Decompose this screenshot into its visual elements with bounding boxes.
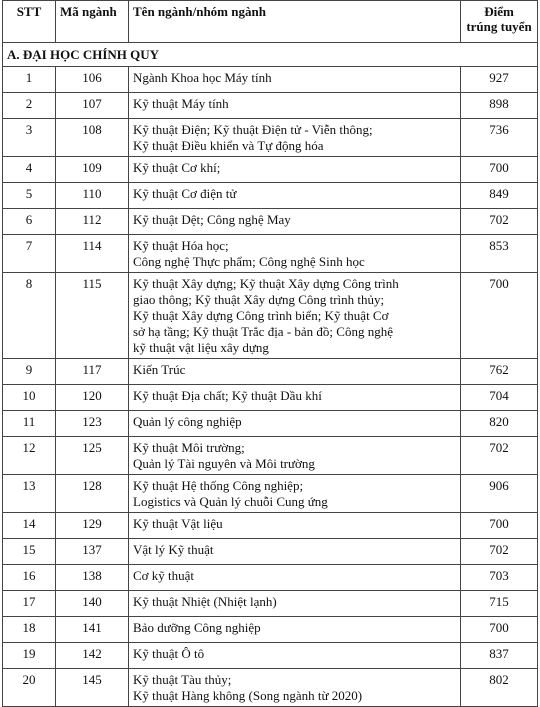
cell-ma-nganh: 112 — [56, 209, 129, 235]
cell-stt: 13 — [3, 475, 56, 513]
cell-diem: 702 — [461, 539, 538, 565]
cell-stt: 17 — [3, 591, 56, 617]
cell-diem: 898 — [461, 93, 538, 119]
cell-ma-nganh: 109 — [56, 157, 129, 183]
cell-diem: 700 — [461, 273, 538, 359]
table-row — [3, 157, 538, 183]
cell-ma-nganh: 107 — [56, 93, 129, 119]
table-row — [3, 385, 538, 411]
cell-diem: 715 — [461, 591, 538, 617]
table-row — [3, 539, 538, 565]
cell-diem: 736 — [461, 119, 538, 157]
cell-stt: 4 — [3, 157, 56, 183]
table-row — [3, 617, 538, 643]
cell-diem: 703 — [461, 565, 538, 591]
cell-ma-nganh: 117 — [56, 359, 129, 385]
table-row — [3, 475, 538, 513]
cell-ten-nganh: Kỹ thuật Tàu thủy; Kỹ thuật Hàng không (Song ngành từ 2020) — [129, 669, 461, 707]
cell-ten-nganh: Kỹ thuật Nhiệt (Nhiệt lạnh) — [129, 591, 461, 617]
cell-ma-nganh: 140 — [56, 591, 129, 617]
cell-ma-nganh: 142 — [56, 643, 129, 669]
table-row — [3, 183, 538, 209]
section-row — [3, 43, 538, 67]
cell-ten-nganh: Kỹ thuật Ô tô — [129, 643, 461, 669]
cell-ma-nganh: 123 — [56, 411, 129, 437]
cell-ten-nganh: Kỹ thuật Điện; Kỹ thuật Điện tử - Viễn thông; Kỹ thuật Điều khiển và Tự động hóa — [129, 119, 461, 157]
cell-ma-nganh: 108 — [56, 119, 129, 157]
cell-ma-nganh: 138 — [56, 565, 129, 591]
cell-diem: 849 — [461, 183, 538, 209]
cell-ma-nganh: 120 — [56, 385, 129, 411]
cell-diem: 700 — [461, 617, 538, 643]
cell-stt: 14 — [3, 513, 56, 539]
table-row — [3, 591, 538, 617]
table-row — [3, 67, 538, 93]
table-row — [3, 273, 538, 359]
cell-ten-nganh: Kỹ thuật Cơ điện tử — [129, 183, 461, 209]
cell-stt: 10 — [3, 385, 56, 411]
cell-stt: 19 — [3, 643, 56, 669]
table-row — [3, 119, 538, 157]
table-row — [3, 513, 538, 539]
cell-diem: 702 — [461, 209, 538, 235]
header-stt: STT — [3, 1, 56, 43]
cell-stt: 5 — [3, 183, 56, 209]
cell-diem: 700 — [461, 157, 538, 183]
section-title: A. ĐẠI HỌC CHÍNH QUY — [3, 43, 538, 67]
cell-ma-nganh: 125 — [56, 437, 129, 475]
cell-ten-nganh: Quản lý công nghiệp — [129, 411, 461, 437]
cell-ten-nganh: Kỹ thuật Hóa học; Công nghệ Thực phẩm; Công nghệ Sinh học — [129, 235, 461, 273]
cell-ma-nganh: 137 — [56, 539, 129, 565]
cell-ten-nganh: Kỹ thuật Địa chất; Kỹ thuật Dầu khí — [129, 385, 461, 411]
cell-ten-nganh: Ngành Khoa học Máy tính — [129, 67, 461, 93]
cell-ma-nganh: 110 — [56, 183, 129, 209]
cell-ten-nganh: Kỹ thuật Hệ thống Công nghiệp; Logistics và Quản lý chuỗi Cung ứng — [129, 475, 461, 513]
cell-ten-nganh: Cơ kỹ thuật — [129, 565, 461, 591]
cell-diem: 802 — [461, 669, 538, 707]
cell-diem: 837 — [461, 643, 538, 669]
table-header-row — [3, 1, 538, 43]
cell-diem: 702 — [461, 437, 538, 475]
cell-stt: 20 — [3, 669, 56, 707]
cell-ten-nganh: Vật lý Kỹ thuật — [129, 539, 461, 565]
cell-stt: 16 — [3, 565, 56, 591]
header-diem — [461, 1, 538, 43]
cell-stt: 6 — [3, 209, 56, 235]
table-row — [3, 209, 538, 235]
cell-ten-nganh: Kỹ thuật Dệt; Công nghệ May — [129, 209, 461, 235]
table-row — [3, 359, 538, 385]
cell-ma-nganh: 114 — [56, 235, 129, 273]
table-row — [3, 437, 538, 475]
cell-stt: 2 — [3, 93, 56, 119]
cell-diem: 906 — [461, 475, 538, 513]
cell-ten-nganh: Kỹ thuật Môi trường; Quản lý Tài nguyên và Môi trường — [129, 437, 461, 475]
table-row — [3, 93, 538, 119]
cell-diem: 853 — [461, 235, 538, 273]
table-row — [3, 235, 538, 273]
cell-ten-nganh: Kỹ thuật Vật liệu — [129, 513, 461, 539]
header-diem-line1: Điểm — [484, 4, 514, 19]
cell-diem: 820 — [461, 411, 538, 437]
cell-stt: 8 — [3, 273, 56, 359]
header-ten-nganh: Tên ngành/nhóm ngành — [129, 1, 461, 43]
cell-stt: 7 — [3, 235, 56, 273]
cell-diem: 704 — [461, 385, 538, 411]
cell-ten-nganh: Kỹ thuật Máy tính — [129, 93, 461, 119]
admission-scores-table — [2, 0, 538, 707]
cell-stt: 11 — [3, 411, 56, 437]
cell-stt: 1 — [3, 67, 56, 93]
cell-diem: 927 — [461, 67, 538, 93]
cell-stt: 3 — [3, 119, 56, 157]
cell-stt: 9 — [3, 359, 56, 385]
table-row — [3, 669, 538, 707]
header-diem-line2: trúng tuyển — [466, 19, 532, 34]
cell-stt: 18 — [3, 617, 56, 643]
cell-stt: 12 — [3, 437, 56, 475]
table-row — [3, 565, 538, 591]
cell-ten-nganh: Kiến Trúc — [129, 359, 461, 385]
cell-diem: 762 — [461, 359, 538, 385]
table-row — [3, 643, 538, 669]
cell-diem: 700 — [461, 513, 538, 539]
cell-ma-nganh: 128 — [56, 475, 129, 513]
cell-ma-nganh: 145 — [56, 669, 129, 707]
cell-ma-nganh: 115 — [56, 273, 129, 359]
table-row — [3, 411, 538, 437]
header-ma-nganh: Mã ngành — [56, 1, 129, 43]
cell-ten-nganh: Kỹ thuật Cơ khí; — [129, 157, 461, 183]
cell-ma-nganh: 106 — [56, 67, 129, 93]
cell-ma-nganh: 141 — [56, 617, 129, 643]
cell-stt: 15 — [3, 539, 56, 565]
cell-ten-nganh: Kỹ thuật Xây dựng; Kỹ thuật Xây dựng Công trình giao thông; Kỹ thuật Xây dựng Công trình thủy; Kỹ thuật Xây dựng Công trình biển; Kỹ thuật Cơ sở hạ tầng; Kỹ thuật Trắc địa - bản đồ; Công nghệ kỹ thuật vật liệu xây dựng — [129, 273, 461, 359]
cell-ten-nganh: Bảo dưỡng Công nghiệp — [129, 617, 461, 643]
cell-ma-nganh: 129 — [56, 513, 129, 539]
